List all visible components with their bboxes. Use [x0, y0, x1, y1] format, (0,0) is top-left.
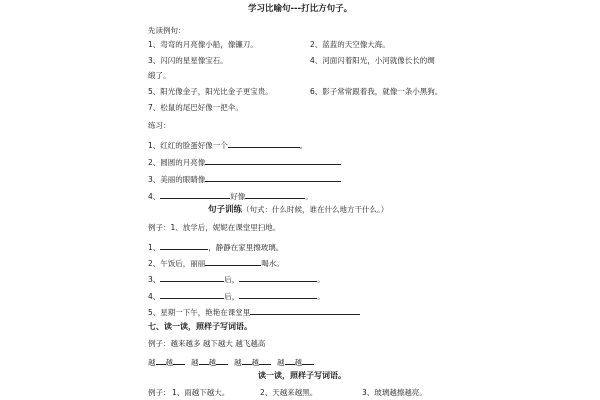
answer-blank[interactable]: [242, 356, 252, 365]
sentence-item: [148, 257, 284, 268]
sentence-prefix: 3、: [148, 275, 161, 284]
example-3: 3、闪闪的星星像宝石。: [148, 56, 228, 65]
answer-blank[interactable]: [160, 290, 224, 299]
pattern-char: 越: [191, 358, 199, 367]
practice-item: [148, 173, 341, 184]
answer-blank[interactable]: [285, 356, 295, 365]
section-4-item: 1、雨越下越大。: [172, 388, 230, 397]
sentence-prefix: 2、午饭后，丽丽: [148, 259, 206, 268]
section-4-item: 3、玻璃越擦越亮。: [362, 388, 427, 397]
example-1: 1、弯弯的月亮像小船，像镰刀。: [148, 40, 258, 49]
answer-blank[interactable]: [173, 356, 185, 365]
sentence-item: [148, 241, 283, 252]
pattern-char: 越: [148, 358, 156, 367]
answer-blank[interactable]: [156, 356, 166, 365]
answer-blank[interactable]: [160, 190, 230, 199]
pattern-char: 越: [234, 358, 242, 367]
sentence-item: [148, 273, 325, 284]
answer-blank[interactable]: [245, 190, 305, 199]
answer-blank[interactable]: [250, 306, 360, 315]
practice-suffix: 。: [305, 192, 313, 201]
sentence-item: [148, 290, 325, 301]
answer-blank[interactable]: [259, 356, 271, 365]
section-2-note: （句式：什么时候，谁在什么地方干什么。）: [242, 205, 389, 214]
pattern-row: [148, 356, 320, 367]
section-2-title: 句子训练: [208, 205, 243, 215]
sentence-suffix: 。: [317, 292, 325, 301]
example-2: 2、蓝蓝的天空像大海。: [310, 40, 390, 49]
answer-blank[interactable]: [199, 356, 209, 365]
answer-blank[interactable]: [239, 290, 317, 299]
sentence-suffix: ，静静在家里擦玻璃。: [208, 243, 284, 252]
sentence-prefix: 4、: [148, 292, 161, 301]
pattern-char: 越: [165, 358, 173, 367]
practice-suffix: 。: [299, 141, 308, 150]
answer-blank[interactable]: [239, 273, 317, 282]
pattern-char: 越: [251, 358, 259, 367]
example-7: 7、松鼠的尾巴好像一把伞。: [148, 103, 243, 112]
section-4-example-label: 例子：: [148, 388, 171, 397]
practice-middle: 好像: [230, 192, 246, 201]
sentence-prefix: 5、星期一下午，艳艳在课堂里: [148, 308, 251, 317]
answer-blank[interactable]: [216, 356, 228, 365]
practice-heading: 练习：: [148, 121, 171, 130]
section-3-title: 七、读一读，照样子写词语。: [148, 322, 252, 331]
page-title: 学习比喻句---打比方句子。: [248, 4, 353, 14]
answer-blank[interactable]: [205, 156, 341, 165]
sentence-middle: 后，: [224, 292, 240, 301]
sentence-middle: 后，: [224, 275, 240, 284]
section-2-heading: [208, 206, 388, 215]
pattern-char: 越: [208, 358, 216, 367]
section-2-example: 例子：1、放学后，妮妮在课堂里扫地。: [148, 223, 281, 232]
example-5: 5、阳光像金子，阳光比金子更宝贵。: [148, 87, 273, 96]
answer-blank[interactable]: [205, 257, 261, 266]
practice-prefix: 4、: [148, 192, 161, 201]
example-4-continued: 缎了。: [148, 71, 171, 80]
answer-blank[interactable]: [160, 241, 208, 250]
answer-blank[interactable]: [160, 273, 224, 282]
sentence-suffix: 。: [317, 275, 325, 284]
section-4-title: 读一读，照样子写词语。: [258, 371, 346, 380]
example-4: 4、河面闪着阳光，小河就像长长的绸: [310, 56, 435, 65]
sentence-suffix: 喝水。: [261, 259, 284, 268]
practice-item: [148, 190, 313, 201]
section-4-item: 2、天越来越黑。: [260, 388, 318, 397]
section-3-example: 例子：越来越多 越下越大 越飞越高: [148, 339, 266, 348]
sentence-prefix: 1、: [148, 243, 161, 252]
answer-blank[interactable]: [228, 139, 300, 148]
answer-blank[interactable]: [205, 173, 341, 182]
answer-blank[interactable]: [302, 356, 314, 365]
sentence-item: [148, 306, 360, 317]
example-6: 6、影子常常跟着我，就像一条小黑狗。: [310, 87, 443, 96]
pattern-char: 越: [294, 358, 302, 367]
practice-prefix: 3、美丽的眼睛像: [148, 175, 206, 184]
pattern-char: 越: [277, 358, 285, 367]
practice-prefix: 1、红红的脸蛋好像一个: [148, 141, 228, 150]
practice-prefix: 2、圆圆的月亮像: [148, 158, 206, 167]
practice-item: [148, 139, 307, 150]
examples-heading: 先读例句：: [148, 26, 186, 35]
practice-item: [148, 156, 341, 167]
